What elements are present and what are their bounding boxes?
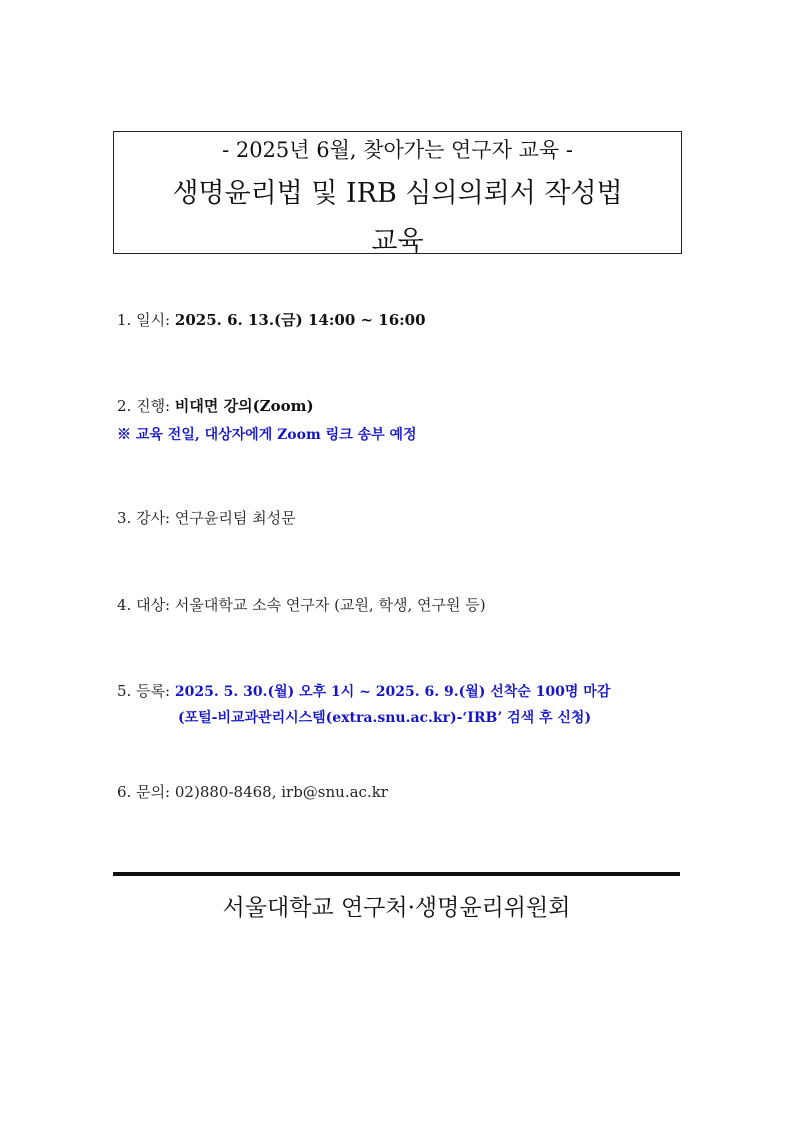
item-audience-value: 서울대학교 소속 연구자 (교원, 학생, 연구원 등) (174, 596, 486, 614)
event-subtitle: - 2025년 6월, 찾아가는 연구자 교육 - (222, 138, 573, 162)
item-format-label: 2. 진행: (117, 397, 175, 415)
footer-organization: 서울대학교 연구처·생명윤리위원회 (222, 895, 571, 921)
item-registration-label: 5. 등록: (117, 682, 175, 700)
item-contact-label: 6. 문의: (117, 783, 175, 801)
item-registration-value: 2025. 5. 30.(월) 오후 1시 ~ 2025. 6. 9.(월) 선착순 100명 마감 (174, 684, 611, 700)
title-box (113, 131, 682, 257)
item-audience (117, 595, 486, 615)
item-registration (117, 681, 610, 702)
item-registration-detail: (포털-비교과관리시스템(extra.snu.ac.kr)-‘IRB’ 검색 후 신청) (178, 710, 592, 726)
item-audience-label: 4. 대상: (117, 596, 175, 614)
item-contact-value: 02)880-8468, irb@snu.ac.kr (174, 783, 388, 801)
page-title (114, 170, 681, 266)
item-date-value: 2025. 6. 13.(금) 14:00 ~ 16:00 (174, 311, 426, 329)
footer-divider (113, 872, 680, 876)
page-title-line1: 생명윤리법 및 IRB 심의의뢰서 작성법 (172, 178, 623, 209)
item-format-note: ※ 교육 전일, 대상자에게 Zoom 링크 송부 예정 (117, 427, 417, 443)
item-date (117, 310, 426, 330)
item-date-label: 1. 일시: (117, 311, 175, 329)
item-format-value: 비대면 강의(Zoom) (174, 397, 314, 415)
page-title-line2: 교육 (371, 226, 424, 257)
item-format (117, 396, 314, 416)
item-lecturer-label: 3. 강사: (117, 509, 175, 527)
item-lecturer (117, 508, 296, 528)
item-lecturer-value: 연구윤리팀 최성문 (174, 509, 296, 527)
item-contact (117, 782, 388, 802)
